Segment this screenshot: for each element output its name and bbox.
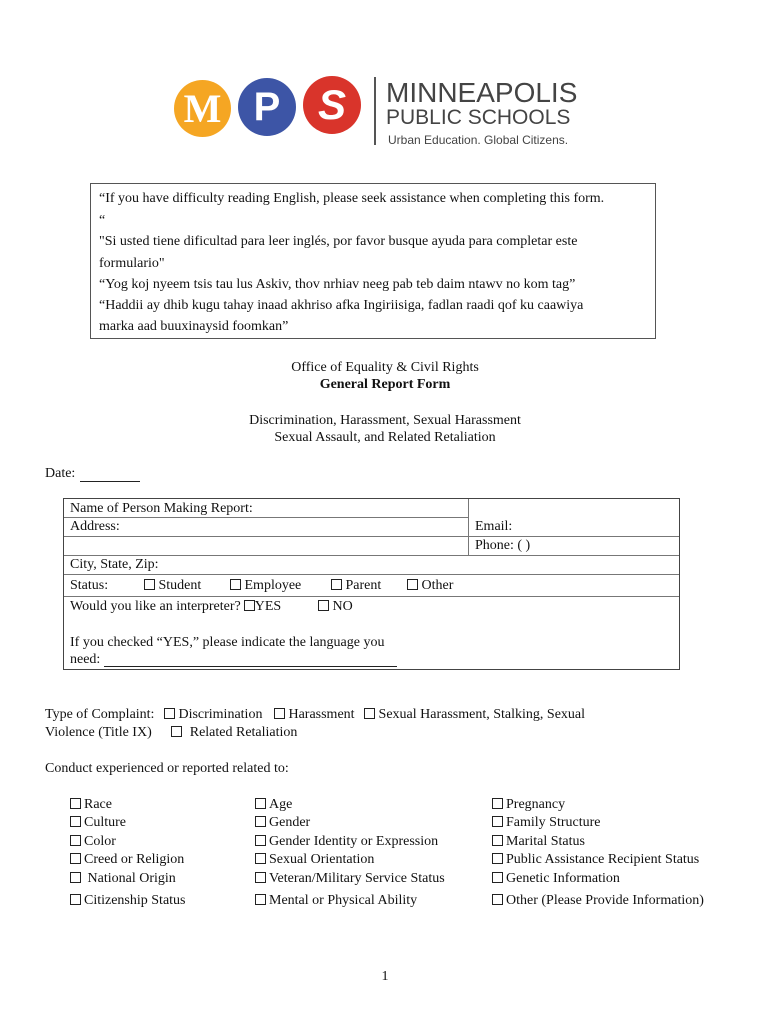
notice-hmong: “Yog koj nyeem tsis tau lus Askiv, thov nrhiav neeg pab teb daim ntawv no kom tag” (99, 277, 576, 292)
date-label: Date: (45, 466, 76, 481)
related-retaliation-label: Related Retaliation (189, 725, 298, 740)
page-number: 1 (381, 969, 389, 984)
notice-spanish-1: "Si usted tiene dificultad para leer inglés, por favor busque ayuda para completar este (99, 234, 578, 249)
notice-quote: “ (99, 213, 106, 228)
form-subtitle-1: Discrimination, Harassment, Sexual Harassment (249, 413, 521, 428)
harassment-label: Harassment (288, 707, 355, 722)
logo-name-line1: MINNEAPOLIS (386, 77, 578, 108)
status-other[interactable]: Other (407, 578, 453, 594)
interpreter-yes-label: YES (254, 599, 282, 614)
logo-s-circle: S (303, 76, 361, 134)
city-state-zip-label[interactable]: City, State, Zip: (70, 557, 159, 572)
logo-p-circle: P (238, 78, 296, 136)
conduct-gender[interactable]: Gender (255, 815, 310, 831)
logo-tagline: Urban Education. Global Citizens. (388, 133, 569, 147)
logo-divider (374, 77, 376, 145)
conduct-color[interactable]: Color (70, 834, 116, 850)
student-checkbox[interactable] (144, 579, 155, 590)
language-prompt-2: need: (70, 652, 101, 667)
discrimination-checkbox[interactable] (164, 708, 175, 719)
language-prompt-1: If you checked “YES,” please indicate the language you (70, 635, 385, 650)
conduct-other[interactable]: Other (Please Provide Information) (492, 893, 704, 909)
conduct-creed-religion[interactable]: Creed or Religion (70, 852, 184, 868)
conduct-family-structure[interactable]: Family Structure (492, 815, 601, 831)
interpreter-yes-checkbox[interactable] (244, 600, 255, 611)
office-name: Office of Equality & Civil Rights (291, 360, 479, 375)
address-label[interactable]: Address: (70, 519, 120, 534)
form-subtitle-2: Sexual Assault, and Related Retaliation (274, 430, 496, 445)
interpreter-no[interactable]: NO (318, 599, 353, 615)
language-notice-box (90, 183, 656, 339)
logo-name-line2: PUBLIC SCHOOLS (386, 106, 571, 129)
conduct-veteran[interactable]: Veteran/Military Service Status (255, 871, 445, 887)
parent-checkbox[interactable] (331, 579, 342, 590)
email-label[interactable]: Email: (475, 519, 513, 534)
conduct-label: Conduct experienced or reported related to: (45, 761, 289, 776)
language-field[interactable] (104, 666, 397, 667)
conduct-national-origin[interactable]: National Origin (70, 871, 176, 887)
conduct-age[interactable]: Age (255, 797, 292, 813)
other-checkbox[interactable] (407, 579, 418, 590)
employee-checkbox[interactable] (230, 579, 241, 590)
status-label: Status: (70, 578, 109, 593)
notice-english: “If you have difficulty reading English, please seek assistance when completing this form. (99, 191, 605, 206)
phone-label[interactable]: Phone: ( ) (475, 538, 531, 553)
status-student[interactable]: Student (144, 578, 201, 594)
reporter-info-table (63, 498, 680, 670)
conduct-genetic-info[interactable]: Genetic Information (492, 871, 620, 887)
interpreter-no-checkbox[interactable] (318, 600, 329, 611)
conduct-gender-identity[interactable]: Gender Identity or Expression (255, 834, 438, 850)
conduct-ability[interactable]: Mental or Physical Ability (255, 893, 417, 909)
conduct-marital-status[interactable]: Marital Status (492, 834, 585, 850)
conduct-culture[interactable]: Culture (70, 815, 126, 831)
status-employee[interactable]: Employee (230, 578, 301, 594)
conduct-public-assistance[interactable]: Public Assistance Recipient Status (492, 852, 699, 868)
status-parent[interactable]: Parent (331, 578, 381, 594)
complaint-type-line1 (45, 707, 585, 723)
related-retaliation-checkbox[interactable] (171, 726, 182, 737)
notice-spanish-2: formulario" (99, 256, 165, 271)
discrimination-label: Discrimination (178, 707, 263, 722)
notice-somali-1: “Haddii ay dhib kugu tahay inaad akhriso afka Ingiriisiga, fadlan raadi qof ku caawiya (99, 298, 584, 313)
title-ix-label: Violence (Title IX) (45, 725, 152, 740)
form-title: General Report Form (319, 377, 451, 392)
name-label[interactable]: Name of Person Making Report: (70, 501, 253, 516)
interpreter-question: Would you like an interpreter? YES (70, 599, 282, 614)
complaint-type-line2 (45, 725, 297, 741)
harassment-checkbox[interactable] (274, 708, 285, 719)
conduct-race[interactable]: Race (70, 797, 112, 813)
sexual-harassment-checkbox[interactable] (364, 708, 375, 719)
conduct-sexual-orientation[interactable]: Sexual Orientation (255, 852, 374, 868)
notice-somali-2: marka aad buuxinaysid foomkan” (99, 319, 289, 334)
conduct-citizenship[interactable]: Citizenship Status (70, 893, 186, 909)
complaint-type-label: Type of Complaint: (45, 707, 155, 722)
date-field[interactable] (80, 481, 140, 482)
logo-m-circle: M (174, 80, 231, 137)
sexual-harassment-label: Sexual Harassment, Stalking, Sexual (378, 707, 586, 722)
conduct-pregnancy[interactable]: Pregnancy (492, 797, 565, 813)
